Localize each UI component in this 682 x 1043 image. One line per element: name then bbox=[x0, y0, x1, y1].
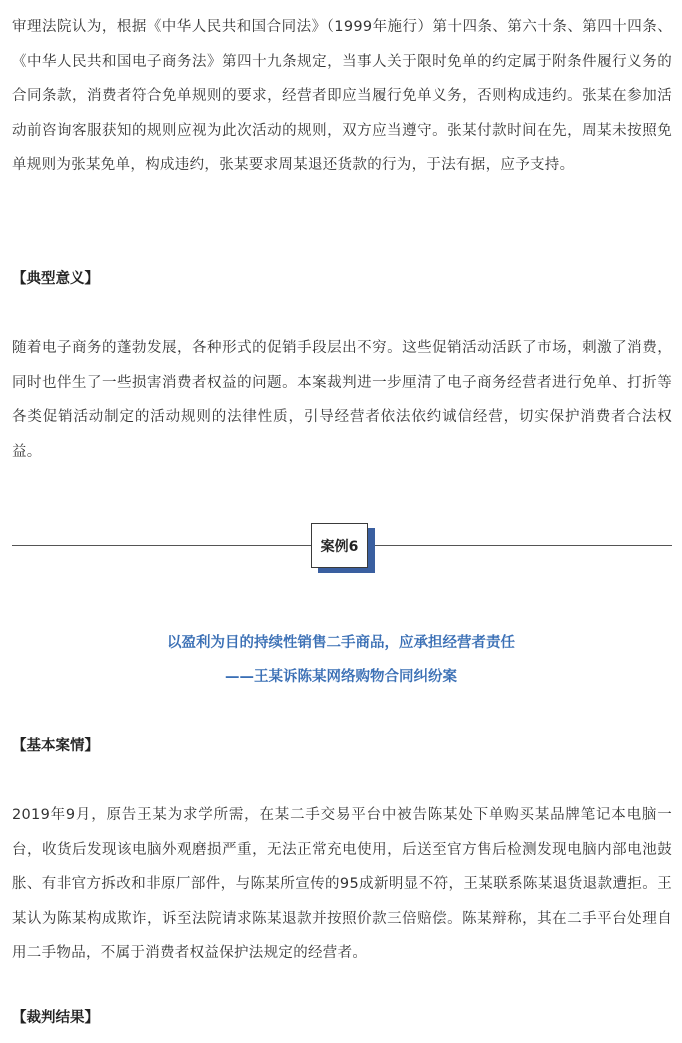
heading-basic-facts: 【基本案情】 bbox=[12, 738, 99, 754]
case-label-text: 案例6 bbox=[320, 538, 359, 555]
case-label-box bbox=[311, 523, 368, 568]
heading-judgment-result: 【裁判结果】 bbox=[12, 1010, 99, 1026]
significance-paragraph: 随着电子商务的蓬勃发展，各种形式的促销手段层出不穷。这些促销活动活跃了市场，刺激了消费，同时也伴生了一些损害消费者权益的问题。本案裁判进一步厘清了电子商务经营者进行免单、打折等各类促销活动制定的活动规则的法律性质，引导经营者依法依约诚信经营，切实保护消费者合法权益。 bbox=[12, 340, 672, 460]
case-title-sub: ——王某诉陈某网络购物合同纠纷案 bbox=[225, 669, 457, 685]
basic-facts-paragraph: 2019年9月，原告王某为求学所需，在某二手交易平台中被告陈某处下单购买某品牌笔记本电脑一台，收货后发现该电脑外观磨损严重，无法正常充电使用，后送至官方售后检测发现电脑内部电池鼓胀、有非官方拆改和非原厂部件，与陈某所宣传的95成新明显不符，王某联系陈某退货退款遭拒。王某认为陈某构成欺诈，诉至法院请求陈某退款并按照价款三倍赔偿。陈某辩称，其在二手平台处理自用二手物品，不属于消费者权益保护法规定的经营者。 bbox=[12, 807, 672, 961]
case-title-main: 以盈利为目的持续性销售二手商品，应承担经营者责任 bbox=[167, 635, 515, 651]
court-reasoning-paragraph: 审理法院认为，根据《中华人民共和国合同法》（1999年施行）第十四条、第六十条、第四十四条、《中华人民共和国电子商务法》第四十九条规定，当事人关于限时免单的约定属于附条件履行义务的合同条款，消费者符合免单规则的要求，经营者即应当履行免单义务，否则构成违约。张某在参加活动前咨询客服获知的规则应视为此次活动的规则，双方应当遵守。张某付款时间在先，周某未按照免单规则为张某免单，构成违约，张某要求周某退还货款的行为，于法有据，应予支持。 bbox=[12, 19, 672, 173]
heading-typical-significance: 【典型意义】 bbox=[12, 271, 99, 287]
